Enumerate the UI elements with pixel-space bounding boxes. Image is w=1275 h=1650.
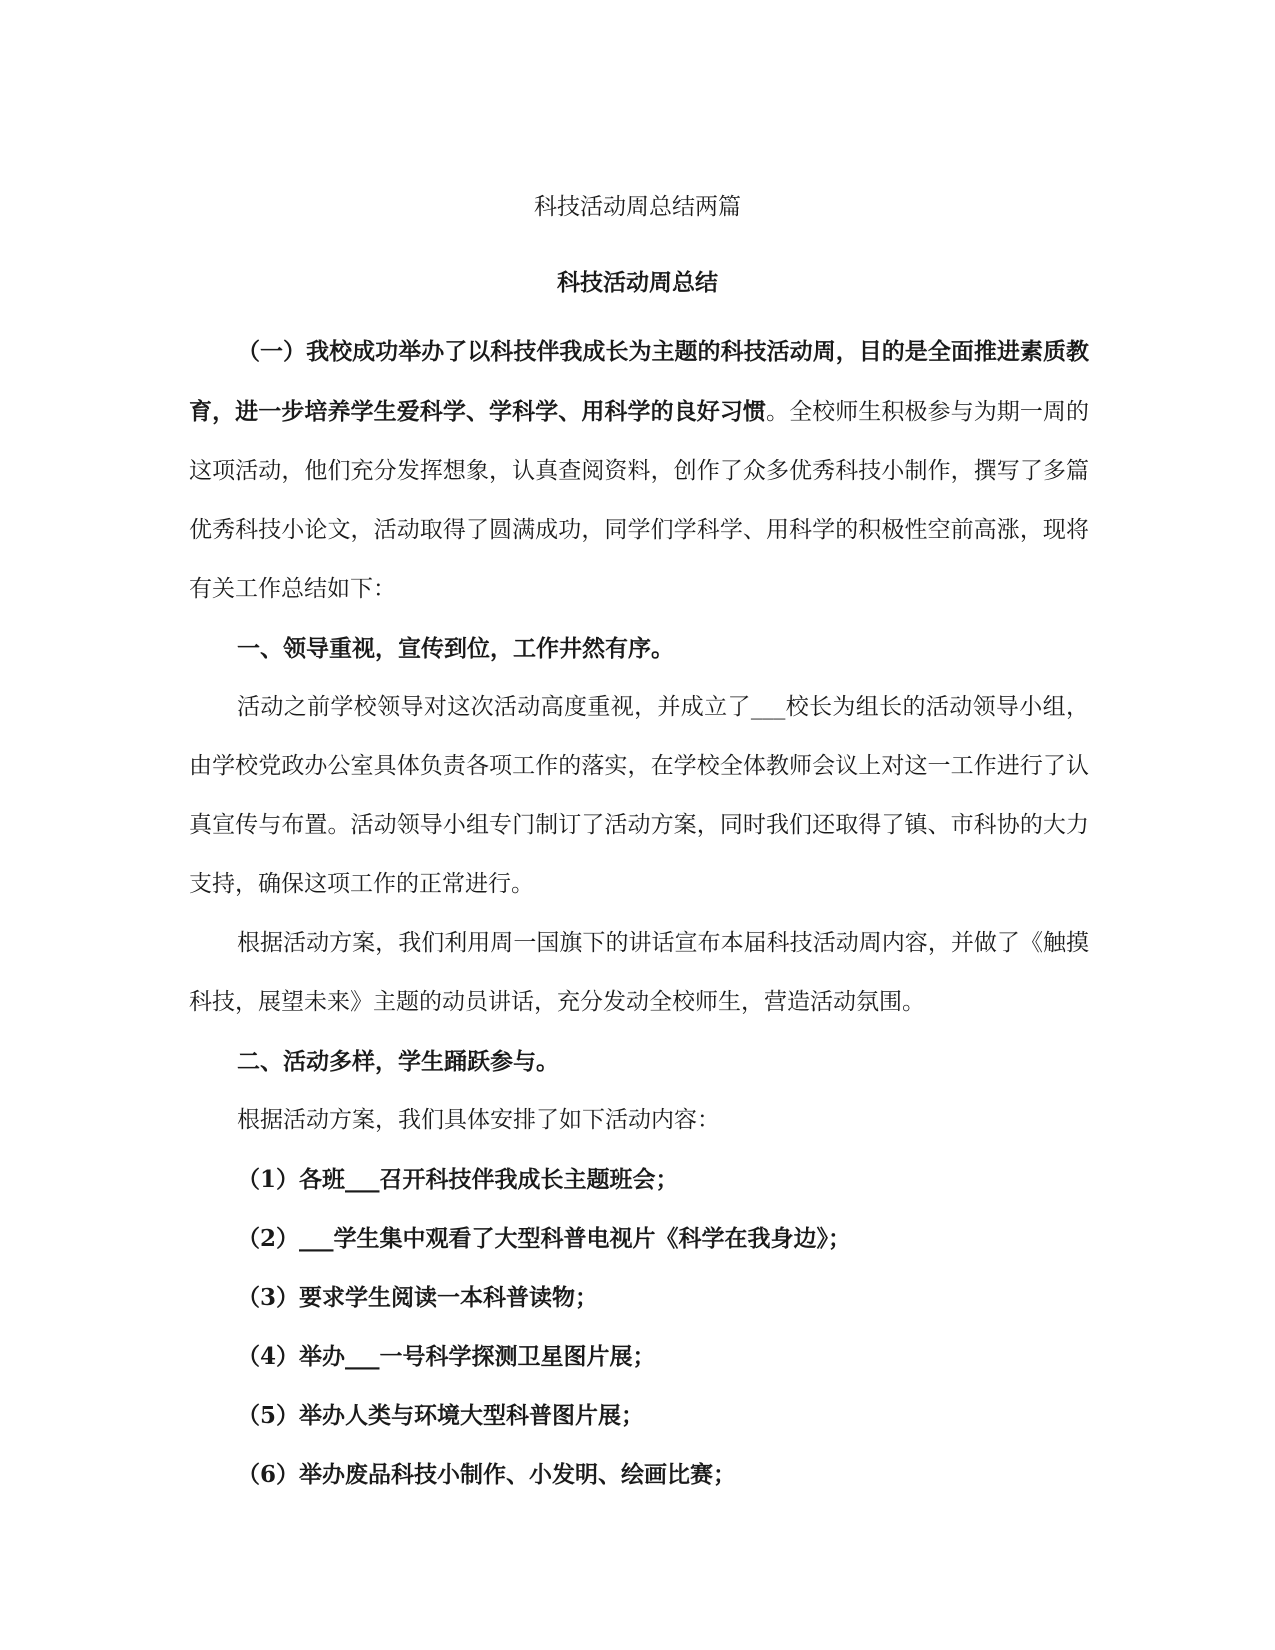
document-body (189, 322, 1089, 1504)
list-item: （6）举办废品科技小制作、小发明、绘画比赛； (237, 1461, 737, 1488)
section1-paragraph-1: 活动之前学校领导对这次活动高度重视，并成立了___校长为组长的活动领导小组，由学校党政办公室具体负责各项工作的落实，在学校全体教师会议上对这一工作进行了认真宣传与布置。活动领导小组专门制订了活动方案，同时我们还取得了镇、市科协的大力支持，确保这项工作的正常进行。 (189, 694, 1089, 897)
intro-paragraph (189, 322, 1089, 619)
document-subtitle: 科技活动周总结 (557, 269, 718, 296)
intro-normal-text: 。全校师生积极参与为期一周的这项活动，他们充分发挥想象，认真查阅资料，创作了众多优秀科技小制作，撰写了多篇优秀科技小论文，活动取得了圆满成功，同学们学科学、用科学的积极性空前高涨，现将有关工作总结如下： (189, 399, 1090, 602)
document-title: 科技活动周总结两篇 (534, 194, 741, 220)
activity-list (189, 1150, 1089, 1504)
list-item: （5）举办人类与环境大型科普图片展； (237, 1402, 645, 1429)
list-item: （1）各班___召开科技伴我成长主题班会； (237, 1166, 679, 1193)
list-item: （4）举办___一号科学探测卫星图片展； (237, 1343, 656, 1370)
section2-intro: 根据活动方案，我们具体安排了如下活动内容： (237, 1107, 720, 1133)
section2-heading: 二、活动多样，学生踊跃参与。 (237, 1048, 559, 1075)
intro-bold-text: （一）我校成功举办了以科技伴我成长为主题的科技活动周，目的是全面推进素质教育，进一步培养学生爱科学、学科学、用科学的良好习惯 (189, 338, 1089, 425)
list-item: （2）___学生集中观看了大型科普电视片《科学在我身边》； (237, 1225, 852, 1252)
section1-heading: 一、领导重视，宣传到位，工作井然有序。 (237, 635, 674, 662)
list-item: （3）要求学生阅读一本科普读物； (237, 1284, 599, 1311)
section1-paragraph-2: 根据活动方案，我们利用周一国旗下的讲话宣布本届科技活动周内容，并做了《触摸科技，展望未来》主题的动员讲话，充分发动全校师生，营造活动氛围。 (189, 930, 1089, 1015)
